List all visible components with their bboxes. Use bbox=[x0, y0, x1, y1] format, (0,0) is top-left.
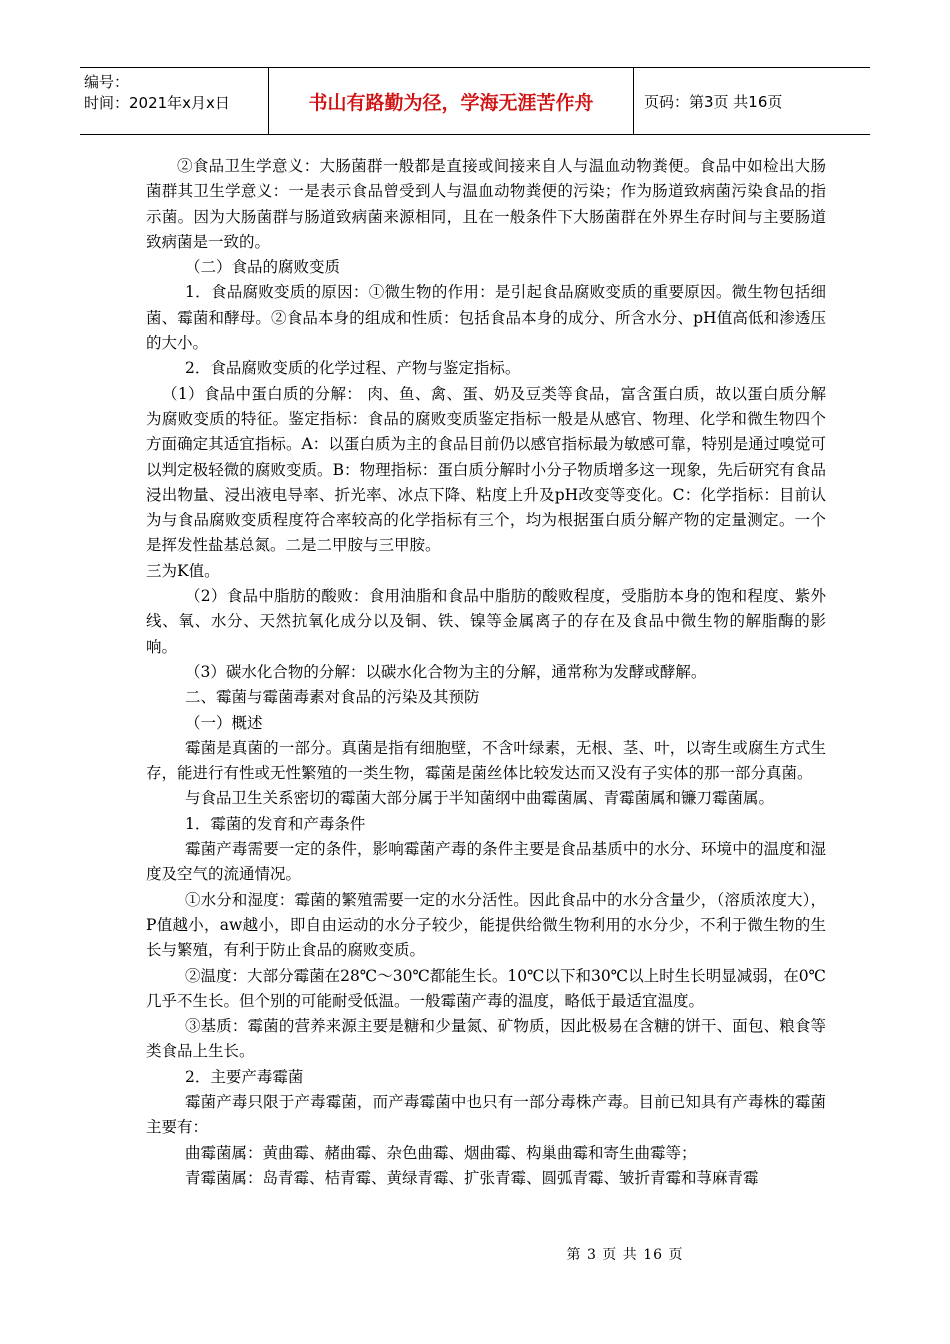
page-header bbox=[80, 67, 870, 135]
paragraph: 青霉菌属：岛青霉、桔青霉、黄绿青霉、扩张青霉、圆弧青霉、皱折青霉和荨麻青霉 bbox=[185, 1168, 759, 1187]
paragraph: 三为K值。 bbox=[146, 561, 220, 580]
paragraph: 1．霉菌的发育和产毒条件 bbox=[185, 814, 366, 833]
paragraph: ②温度：大部分霉菌在28℃～30℃都能生长。10℃以下和30℃以上时生长明显减弱，在0℃几乎不生长。但个别的可能耐受低温。一般霉菌产毒的温度，略低于最适宜温度。 bbox=[146, 966, 826, 1010]
number-label: 编号： bbox=[84, 73, 130, 91]
time-label: 时间：2021年x月x日 bbox=[84, 94, 230, 112]
paragraph: 霉菌产毒需要一定的条件，影响霉菌产毒的条件主要是食品基质中的水分、环境中的温度和湿度及空气的流通情况。 bbox=[146, 840, 826, 884]
paragraph: 2．食品腐败变质的化学过程、产物与鉴定指标。 bbox=[185, 359, 521, 378]
paragraph: 2．主要产毒霉菌 bbox=[185, 1067, 304, 1086]
motto-text: 书山有路勤为径，学海无涯苦作舟 bbox=[308, 91, 594, 114]
footer-page-number: 第 3 页 共 16 页 bbox=[566, 1247, 684, 1263]
page-footer bbox=[0, 1244, 950, 1264]
paragraph: ③基质：霉菌的营养来源主要是糖和少量氮、矿物质，因此极易在含糖的饼干、面包、粮食等类食品上生长。 bbox=[146, 1017, 826, 1061]
document-body bbox=[146, 154, 826, 1191]
paragraph: 与食品卫生关系密切的霉菌大部分属于半知菌纲中曲霉菌属、青霉菌属和镰刀霉菌属。 bbox=[185, 789, 775, 808]
header-page-cell bbox=[634, 68, 870, 134]
section-heading: 二、霉菌与霉菌毒素对食品的污染及其预防 bbox=[185, 688, 480, 707]
paragraph: 曲霉菌属：黄曲霉、赭曲霉、杂色曲霉、烟曲霉、构巢曲霉和寄生曲霉等； bbox=[185, 1143, 697, 1162]
paragraph: 霉菌是真菌的一部分。真菌是指有细胞壁，不含叶绿素，无根、茎、叶，以寄生或腐生方式生存，能进行有性或无性繁殖的一类生物，霉菌是菌丝体比较发达而又没有子实体的那一部分真菌。 bbox=[146, 738, 826, 783]
paragraph: （3）碳水化合物的分解：以碳水化合物为主的分解，通常称为发酵或酵解。 bbox=[185, 662, 707, 681]
paragraph: （2）食品中脂肪的酸败：食用油脂和食品中脂肪的酸败程度，受脂肪本身的饱和程度、紫外线、氧、水分、天然抗氧化成分以及铜、铁、镍等金属离子的存在及食品中微生物的解脂酶的影响。 bbox=[146, 587, 826, 656]
page-label: 页码：第3页 共16页 bbox=[644, 92, 783, 111]
header-meta bbox=[80, 68, 268, 134]
paragraph: （1）食品中蛋白质的分解： 肉、鱼、禽、蛋、奶及豆类等食品，富含蛋白质，故以蛋白质分解为腐败变质的特征。鉴定指标：食品的腐败变质鉴定指标一般是从感官、物理、化学和微生物四个方面确定其适宜指标。A：以蛋白质为主的食品目前仍以感官指标最为敏感可靠，特别是通过嗅觉可以判定极轻微的腐败变质。B：物理指标：蛋白质分解时小分子物质增多这一现象，先后研究有食品浸出物量、浸出液电导率、折光率、冰点下降、粘度上升及pH改变等变化。C：化学指标：目前认为与食品腐败变质程度符合率较高的化学指标有三个，均为根据蛋白质分解产物的定量测定。一个是挥发性盐基总氮。二是二甲胺与三甲胺。 bbox=[146, 384, 826, 555]
paragraph: 1．食品腐败变质的原因：①微生物的作用：是引起食品腐败变质的重要原因。微生物包括细菌、霉菌和酵母。②食品本身的组成和性质：包括食品本身的成分、所含水分、pH值高低和渗透压的大小。 bbox=[146, 283, 826, 353]
paragraph: ②食品卫生学意义：大肠菌群一般都是直接或间接来自人与温血动物粪便。食品中如检出大肠菌群其卫生学意义：一是表示食品曾受到人与温血动物粪便的污染；作为肠道致病菌污染食品的指示菌。因为大肠菌群与肠道致病菌来源相同，且在一般条件下大肠菌群在外界生存时间与主要肠道致病菌是一致的。 bbox=[146, 157, 826, 251]
paragraph: ①水分和湿度：霉菌的繁殖需要一定的水分活性。因此食品中的水分含量少，（溶质浓度大），P值越小，aw越小，即自由运动的水分子较少，能提供给微生物利用的水分少，不利于微生物的生长与繁殖，有利于防止食品的腐败变质。 bbox=[146, 890, 826, 960]
header-motto-cell bbox=[268, 68, 634, 134]
section-heading: （一）概述 bbox=[185, 713, 263, 732]
paragraph: 霉菌产毒只限于产毒霉菌，而产毒霉菌中也只有一部分毒株产毒。目前已知具有产毒株的霉菌主要有： bbox=[146, 1092, 826, 1137]
section-heading: （二）食品的腐败变质 bbox=[185, 258, 341, 277]
